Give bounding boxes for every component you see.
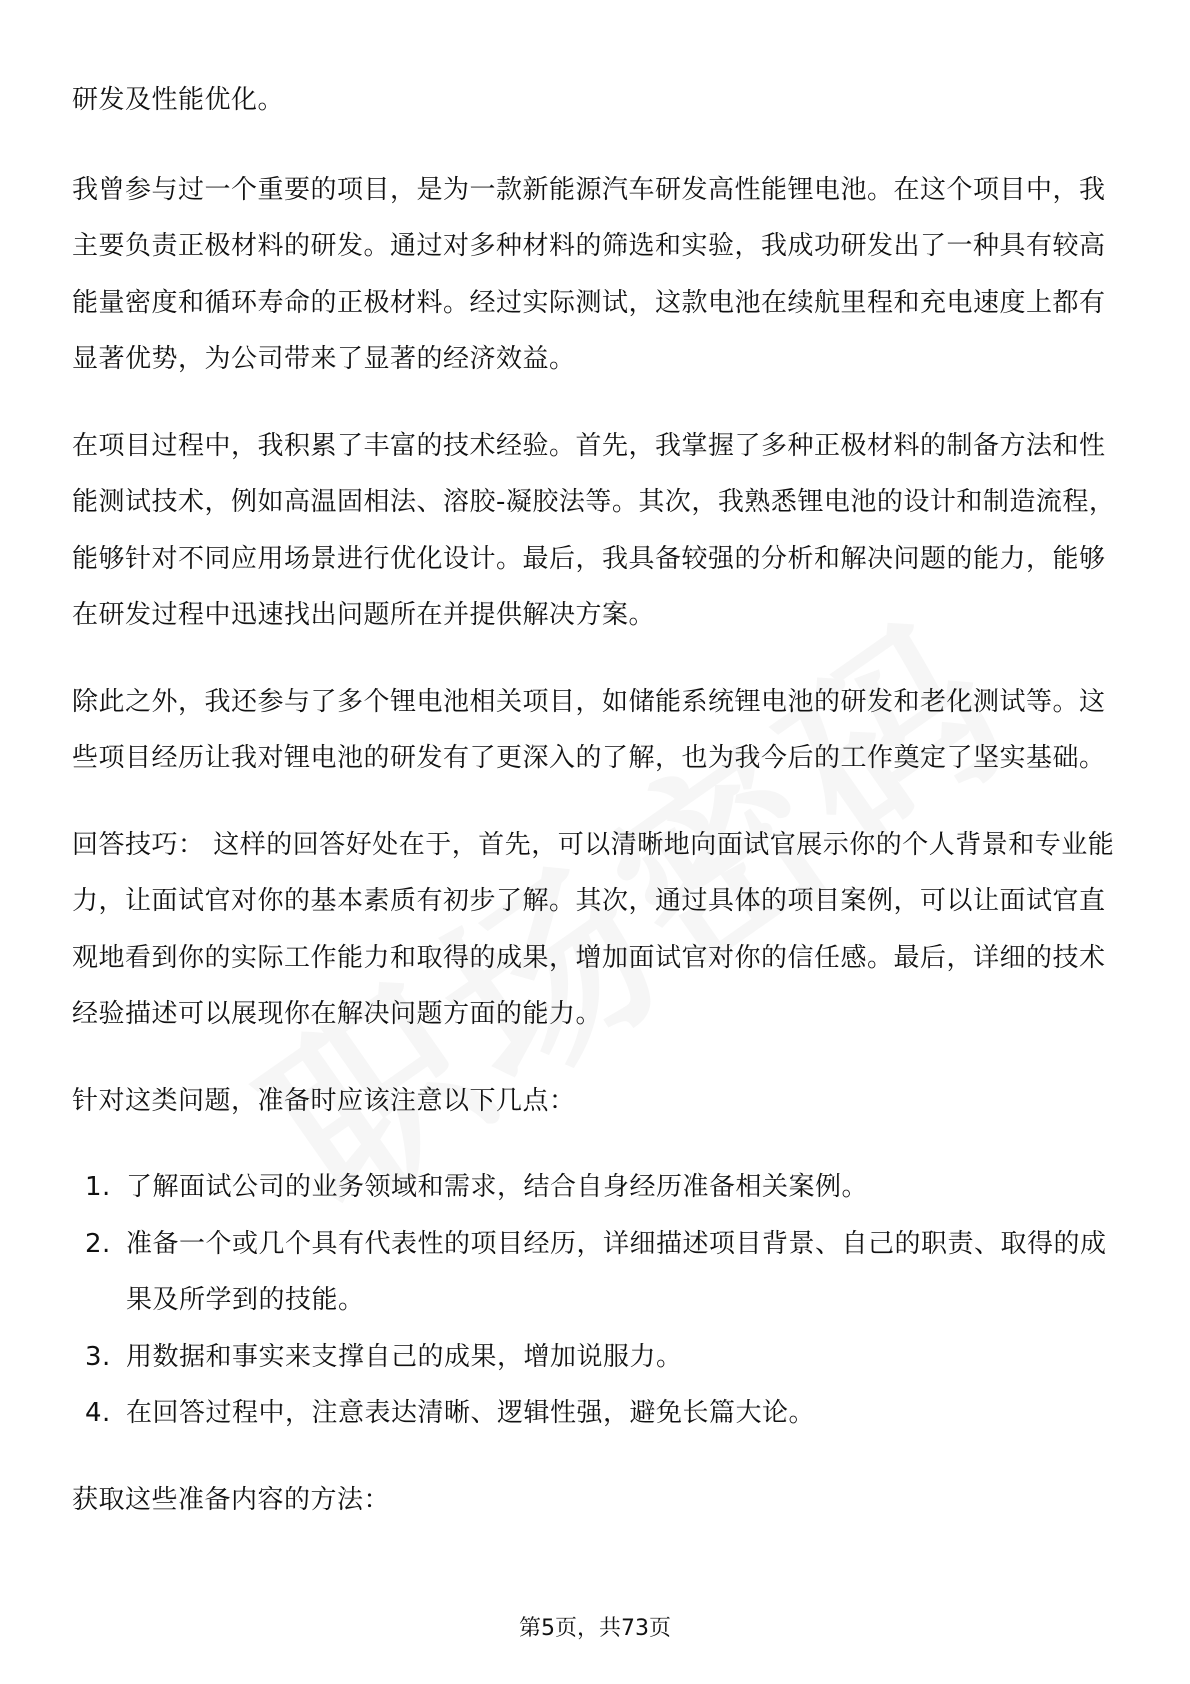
paragraph: 针对这类问题，准备时应该注意以下几点： — [72, 1085, 576, 1116]
list-item-text: 在回答过程中，注意表达清晰、逻辑性强，避免长篇大论。 — [126, 1398, 816, 1428]
list-number: 3. — [85, 1341, 111, 1372]
paragraph: 我曾参与过一个重要的项目，是为一款新能源汽车研发高性能锂电池。在这个项目中，我主要负责正极材料的研发。通过对多种材料的筛选和实验，我成功研发出了一种具有较高能量密度和循环寿命的正极材料。经过实际测试，这款电池在续航里程和充电速度上都有显著优势，为公司带来了显著的经济效益。 — [72, 174, 1106, 374]
list-item-text: 了解面试公司的业务领域和需求，结合自身经历准备相关案例。 — [126, 1172, 869, 1202]
list-item — [72, 1329, 1122, 1386]
numbered-list — [72, 1159, 1122, 1442]
paragraph: 回答技巧： 这样的回答好处在于，首先，可以清晰地向面试官展示你的个人背景和专业能力，让面试官对你的基本素质有初步了解。其次，通过具体的项目案例，可以让面试官直观地看到你的实际工作能力和取得的成果，增加面试官对你的信任感。最后，详细的技术经验描述可以展现你在解决问题方面的能力。 — [72, 829, 1115, 1029]
closing-paragraph: 获取这些准备内容的方法： — [72, 1484, 391, 1515]
document-body — [72, 72, 1122, 1558]
paragraph: 研发及性能优化。 — [72, 85, 285, 115]
list-item-text: 准备一个或几个具有代表性的项目经历，详细描述项目背景、自己的职责、取得的成果及所学到的技能。 — [126, 1228, 1107, 1315]
paragraph: 除此之外，我还参与了多个锂电池相关项目，如储能系统锂电池的研发和老化测试等。这些项目经历让我对锂电池的研发有了更深入的了解，也为我今后的工作奠定了坚实基础。 — [72, 686, 1106, 773]
paragraph: 在项目过程中，我积累了丰富的技术经验。首先，我掌握了多种正极材料的制备方法和性能测试技术，例如高温固相法、溶胶-凝胶法等。其次，我熟悉锂电池的设计和制造流程，能够针对不同应用场景进行优化设计。最后，我具备较强的分析和解决问题的能力，能够在研发过程中迅速找出问题所在并提供解决方案。 — [72, 430, 1116, 630]
page-number-footer: 第5页，共73页 — [519, 1616, 671, 1641]
list-number: 1. — [85, 1172, 111, 1202]
list-item — [72, 1385, 1122, 1442]
list-item — [72, 1216, 1122, 1329]
list-number: 2. — [85, 1228, 111, 1259]
list-item — [72, 1159, 1122, 1216]
list-number: 4. — [85, 1398, 111, 1428]
list-item-text: 用数据和事实来支撑自己的成果，增加说服力。 — [126, 1341, 683, 1372]
